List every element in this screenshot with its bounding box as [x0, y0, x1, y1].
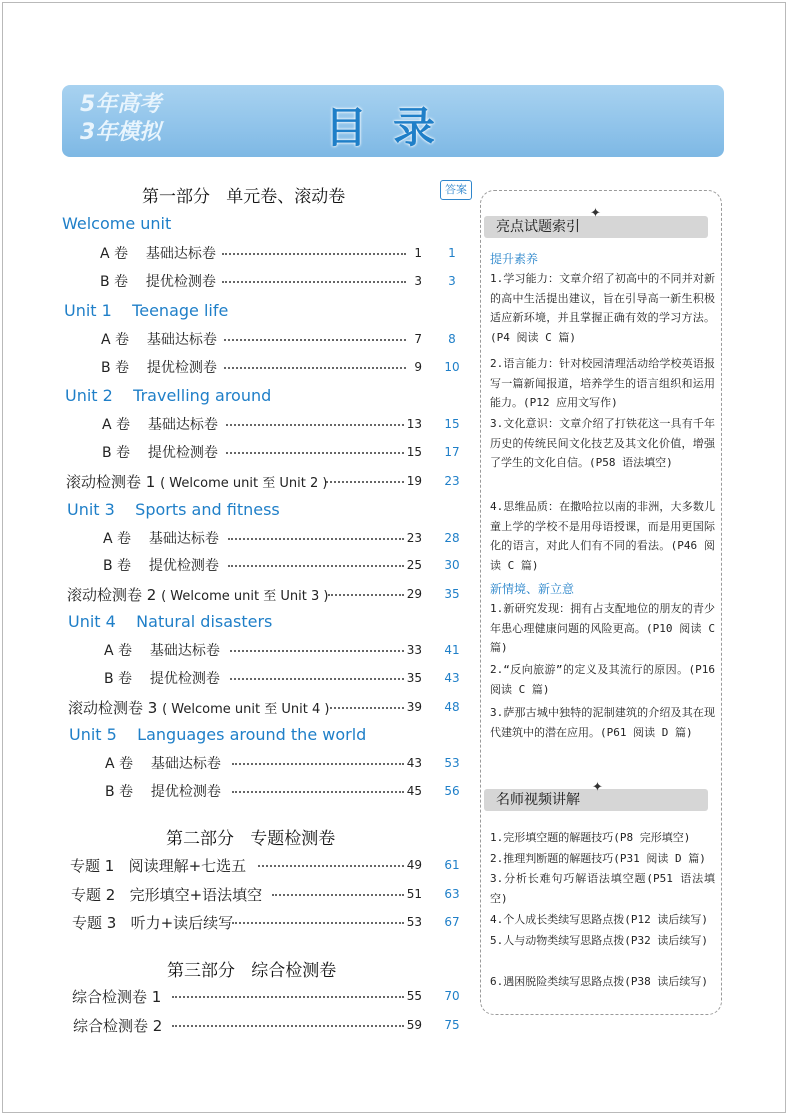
- highlight-item[interactable]: 1.学习能力：文章介绍了初高中的不同并对新的高中生活提出建议，旨在引导高一新生积极适应新环境，并且掌握正确有效的学习方法。(P4 阅读 C 篇): [490, 272, 715, 344]
- page-number: 45: [406, 784, 422, 798]
- rolling-range: ( Welcome unit 至 Unit 3 ): [161, 589, 329, 604]
- answer-page-number[interactable]: 63: [444, 887, 460, 901]
- page-number: 29: [406, 587, 422, 601]
- leader-dots: [228, 565, 404, 567]
- toc-row[interactable]: [0, 414, 470, 436]
- video-item[interactable]: 4.个人成长类续写思路点拨(P12 读后续写): [490, 913, 708, 926]
- page-number: 51: [406, 887, 422, 901]
- toc-row[interactable]: [0, 243, 470, 265]
- highlight-item[interactable]: 3.文化意识：文章介绍了打铁花这一具有千年历史的传统民间文化技艺及其文化价值，增强了学生的文化自信。(P58 语法填空): [490, 417, 715, 469]
- leader-dots: [328, 594, 404, 596]
- rolling-label: 滚动检测卷 1: [66, 473, 156, 491]
- unit-heading-1[interactable]: Unit 1 Teenage life: [64, 301, 229, 320]
- toc-row-label: A 卷 基础达标卷: [101, 332, 217, 348]
- toc-row[interactable]: [0, 912, 470, 934]
- leader-dots: [224, 339, 406, 341]
- answer-page-number[interactable]: 35: [444, 587, 460, 601]
- video-lectures-header: 名师视频讲解: [484, 789, 708, 811]
- answer-page-number[interactable]: 48: [444, 700, 460, 714]
- title-banner: [62, 85, 724, 157]
- toc-row-label: A 卷 基础达标卷: [103, 531, 219, 547]
- toc-row[interactable]: [0, 781, 470, 803]
- answer-page-number[interactable]: 17: [444, 445, 460, 459]
- page-number: 25: [406, 558, 422, 572]
- page-number: 43: [406, 756, 422, 770]
- toc-row-rolling-3[interactable]: [0, 697, 470, 719]
- answer-page-number[interactable]: 41: [444, 643, 460, 657]
- toc-row-label: A 卷 基础达标卷: [105, 756, 221, 772]
- leader-dots: [272, 894, 404, 896]
- answer-page-number[interactable]: 75: [444, 1018, 460, 1032]
- sub-heading-literacy: 提升素养: [490, 252, 539, 266]
- page-number: 9: [414, 360, 422, 374]
- toc-row-label: 专题 3 听力+读后续写: [72, 914, 234, 932]
- toc-row[interactable]: [0, 668, 470, 690]
- toc-row-label: [68, 697, 329, 718]
- unit-heading-3[interactable]: Unit 3 Sports and fitness: [67, 500, 280, 519]
- page-number: 13: [406, 417, 422, 431]
- leader-dots: [226, 452, 404, 454]
- leader-dots: [232, 791, 404, 793]
- rolling-label: 滚动检测卷 3: [68, 699, 158, 717]
- toc-row-label: 综合检测卷 2: [73, 1017, 163, 1035]
- toc-row-label: B 卷 提优检测卷: [105, 784, 221, 800]
- leader-dots: [222, 253, 406, 255]
- answer-page-number[interactable]: 23: [444, 474, 460, 488]
- rolling-label: 滚动检测卷 2: [67, 586, 157, 604]
- page-number: 3: [414, 274, 422, 288]
- answer-page-number[interactable]: 30: [444, 558, 460, 572]
- leader-dots: [330, 707, 404, 709]
- toc-row-label: B 卷 提优检测卷: [104, 671, 220, 687]
- leader-dots: [222, 281, 406, 283]
- leader-dots: [226, 424, 404, 426]
- page-number: 35: [406, 671, 422, 685]
- toc-row-label: B 卷 提优检测卷: [102, 445, 218, 461]
- toc-row[interactable]: [0, 753, 470, 775]
- leader-dots: [230, 678, 404, 680]
- video-item[interactable]: 6.遇困脱险类续写思路点拨(P38 读后续写): [490, 975, 708, 988]
- sub-heading-new-context: 新情境、新立意: [490, 582, 575, 596]
- highlight-item[interactable]: 3.萨那古城中独特的泥制建筑的介绍及其在现代建筑中的潜在应用。(P61 阅读 D 篇): [490, 706, 715, 739]
- part3-heading: 第三部分 综合检测卷: [167, 961, 337, 981]
- toc-row[interactable]: [0, 855, 470, 877]
- toc-row[interactable]: [0, 1015, 470, 1037]
- answer-page-number[interactable]: 28: [444, 531, 460, 545]
- answer-page-number[interactable]: 61: [444, 858, 460, 872]
- answer-page-number[interactable]: 70: [444, 989, 460, 1003]
- answer-page-number[interactable]: 3: [448, 274, 456, 288]
- answer-page-number[interactable]: 15: [444, 417, 460, 431]
- part1-heading: 第一部分 单元卷、滚动卷: [142, 187, 346, 207]
- toc-row-rolling-2[interactable]: [0, 584, 470, 606]
- leader-dots: [224, 367, 406, 369]
- toc-row-label: B 卷 提优检测卷: [101, 360, 217, 376]
- toc-row[interactable]: [0, 555, 470, 577]
- video-item[interactable]: 5.人与动物类续写思路点拨(P32 读后续写): [490, 934, 708, 947]
- toc-row[interactable]: [0, 640, 470, 662]
- highlights-index-header: 亮点试题索引: [484, 216, 708, 238]
- page-number: 59: [406, 1018, 422, 1032]
- unit-heading-2[interactable]: Unit 2 Travelling around: [65, 386, 272, 405]
- video-item[interactable]: 2.推理判断题的解题技巧(P31 阅读 D 篇): [490, 852, 706, 865]
- leader-dots: [172, 1025, 404, 1027]
- video-item[interactable]: 3.分析长难句巧解语法填空题(P51 语法填空): [490, 872, 715, 905]
- leader-dots: [230, 650, 404, 652]
- page-number: 49: [406, 858, 422, 872]
- highlight-item[interactable]: 4.思维品质：在撒哈拉以南的非洲，大多数儿童上学的学校不是用母语授课，而是用更国际化的语言，对此人们有不同的看法。(P46 阅读 C 篇): [490, 500, 715, 572]
- toc-row-label: [66, 471, 327, 492]
- answer-page-number[interactable]: 56: [444, 784, 460, 798]
- toc-row-rolling-1[interactable]: [0, 471, 470, 493]
- toc-row-label: B 卷 提优检测卷: [100, 274, 216, 290]
- page-number: 33: [406, 643, 422, 657]
- highlight-item[interactable]: 2.语言能力：针对校园清理活动给学校英语报写一篇新闻报道，培养学生的语言组织和运用能力。(P12 应用文写作): [490, 357, 715, 409]
- toc-row[interactable]: [0, 329, 470, 351]
- logo-line-2: 3年模拟: [80, 120, 162, 145]
- page-number: 7: [414, 332, 422, 346]
- toc-row[interactable]: [0, 357, 470, 379]
- page-number: 19: [406, 474, 422, 488]
- leader-dots: [326, 481, 404, 483]
- answer-page-number[interactable]: 1: [448, 246, 456, 260]
- page-number: 15: [406, 445, 422, 459]
- toc-row-label: A 卷 基础达标卷: [102, 417, 218, 433]
- toc-row-label: B 卷 提优检测卷: [103, 558, 219, 574]
- leader-dots: [232, 763, 404, 765]
- unit-heading-5[interactable]: Unit 5 Languages around the world: [69, 725, 367, 744]
- rolling-range: ( Welcome unit 至 Unit 2 ): [160, 476, 328, 491]
- toc-row[interactable]: [0, 528, 470, 550]
- page-number: 23: [406, 531, 422, 545]
- page-number: 55: [406, 989, 422, 1003]
- highlight-item[interactable]: 2.“反向旅游”的定义及其流行的原因。(P16 阅读 C 篇): [490, 663, 715, 696]
- page-title: 目录: [324, 103, 461, 152]
- page-number: 1: [414, 246, 422, 260]
- toc-row[interactable]: [0, 986, 470, 1008]
- toc-row-label: A 卷 基础达标卷: [104, 643, 220, 659]
- logo-line-1: 5年高考: [80, 92, 162, 117]
- answer-page-number[interactable]: 10: [444, 360, 460, 374]
- toc-row[interactable]: [0, 271, 470, 293]
- leader-dots: [232, 922, 404, 924]
- answer-page-number[interactable]: 43: [444, 671, 460, 685]
- answer-page-number[interactable]: 8: [448, 332, 456, 346]
- leader-dots: [258, 865, 404, 867]
- toc-row-label: 专题 2 完形填空+语法填空: [71, 886, 263, 904]
- toc-row-label: 综合检测卷 1: [72, 988, 162, 1006]
- unit-heading-4[interactable]: Unit 4 Natural disasters: [68, 612, 273, 631]
- unit-heading-welcome[interactable]: Welcome unit: [62, 214, 172, 233]
- sparkle-icon: ✦: [590, 206, 601, 221]
- toc-row-label: 专题 1 阅读理解+七选五: [70, 857, 247, 875]
- highlight-item[interactable]: 1.新研究发现：拥有占支配地位的朋友的青少年患心理健康问题的风险更高。(P10 阅读 C 篇): [490, 602, 715, 654]
- toc-row[interactable]: [0, 442, 470, 464]
- part2-heading: 第二部分 专题检测卷: [166, 829, 336, 849]
- rolling-range: ( Welcome unit 至 Unit 4 ): [162, 702, 330, 717]
- toc-row[interactable]: [0, 884, 470, 906]
- answer-column-tag: 答案: [440, 180, 472, 200]
- sparkle-icon: ✦: [592, 780, 603, 795]
- page-number: 53: [406, 915, 422, 929]
- toc-row-label: A 卷 基础达标卷: [100, 246, 216, 262]
- page-number: 39: [406, 700, 422, 714]
- video-item[interactable]: 1.完形填空题的解题技巧(P8 完形填空): [490, 831, 691, 844]
- answer-page-number[interactable]: 53: [444, 756, 460, 770]
- answer-page-number[interactable]: 67: [444, 915, 460, 929]
- leader-dots: [228, 538, 404, 540]
- leader-dots: [172, 996, 404, 998]
- toc-row-label: [67, 584, 328, 605]
